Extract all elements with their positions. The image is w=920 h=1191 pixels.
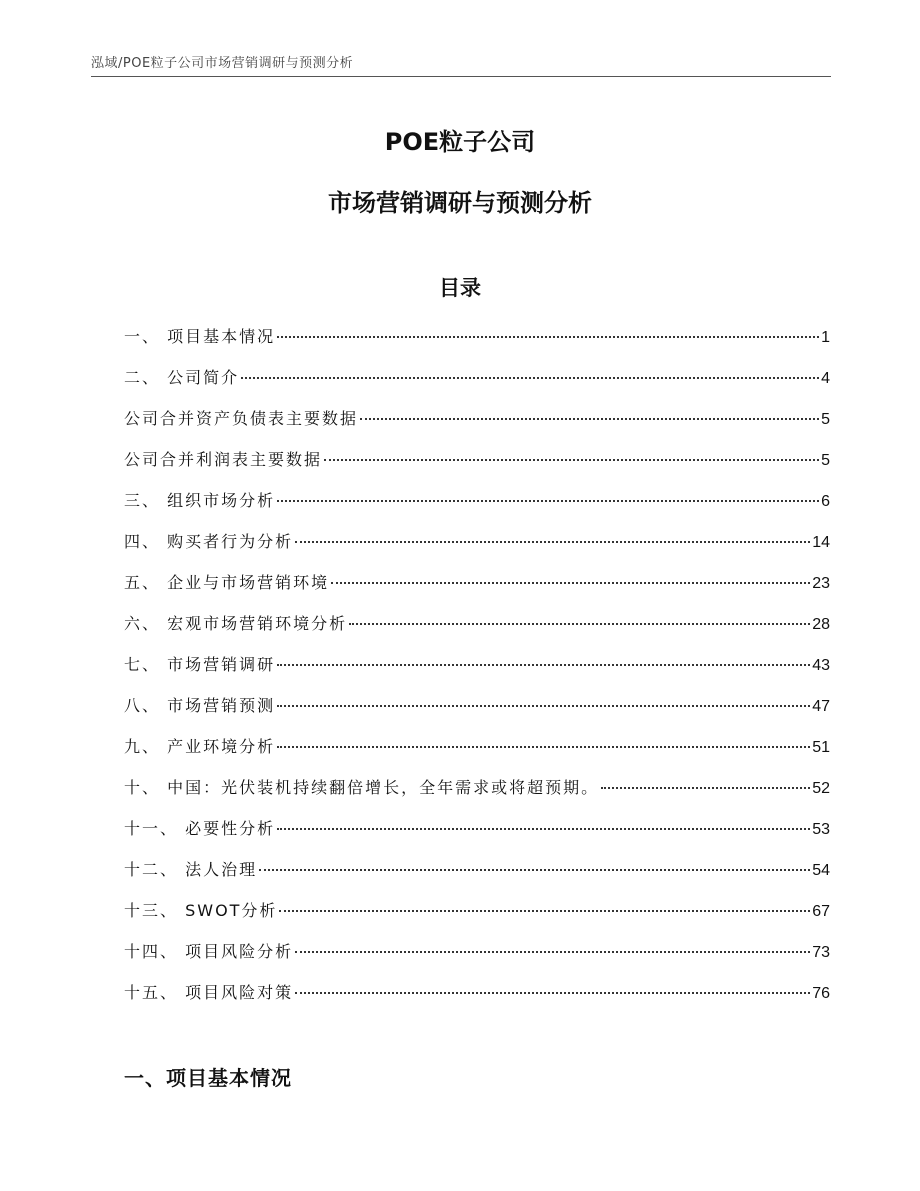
toc-entry-label: 七、 市场营销调研 — [124, 655, 276, 674]
toc-leader-dots — [324, 459, 819, 461]
toc-leader-dots — [279, 910, 810, 912]
toc-entry-label: 十、 中国：光伏装机持续翻倍增长，全年需求或将超预期。 — [124, 778, 600, 797]
toc-leader-dots — [331, 582, 810, 584]
toc-leader-dots — [277, 664, 810, 666]
toc-entry-label: 八、 市场营销预测 — [124, 696, 276, 715]
toc-entry-page: 43 — [812, 657, 830, 674]
section-heading: 一、项目基本情况 — [124, 1066, 292, 1090]
toc-entry-page: 6 — [821, 493, 830, 510]
toc-leader-dots — [295, 541, 810, 543]
toc-entry[interactable] — [124, 527, 830, 568]
toc-entry-page: 47 — [812, 698, 830, 715]
table-of-contents — [124, 322, 830, 1019]
toc-entry[interactable] — [124, 896, 830, 937]
toc-entry[interactable] — [124, 609, 830, 650]
toc-entry-label: 九、 产业环境分析 — [124, 737, 276, 756]
toc-entry[interactable] — [124, 691, 830, 732]
toc-entry-page: 53 — [812, 821, 830, 838]
toc-entry[interactable] — [124, 855, 830, 896]
toc-entry-label: 十三、 SWOT分析 — [124, 901, 278, 920]
toc-entry[interactable] — [124, 445, 830, 486]
toc-entry-label: 公司合并利润表主要数据 — [124, 450, 323, 469]
toc-leader-dots — [601, 787, 810, 789]
toc-entry-page: 28 — [812, 616, 830, 633]
toc-entry-page: 67 — [812, 903, 830, 920]
toc-leader-dots — [277, 500, 819, 502]
toc-entry-label: 十二、 法人治理 — [124, 860, 258, 879]
toc-entry[interactable] — [124, 814, 830, 855]
toc-entry[interactable] — [124, 773, 830, 814]
toc-entry[interactable] — [124, 404, 830, 445]
toc-entry-label: 十一、 必要性分析 — [124, 819, 276, 838]
toc-entry-label: 六、 宏观市场营销环境分析 — [124, 614, 348, 633]
document-title-line-1: POE粒子公司 — [384, 128, 536, 156]
toc-entry-page: 52 — [812, 780, 830, 797]
toc-entry[interactable] — [124, 486, 830, 527]
toc-entry[interactable] — [124, 363, 830, 404]
toc-entry-page: 4 — [821, 370, 830, 387]
toc-entry[interactable] — [124, 732, 830, 773]
toc-entry-label: 公司合并资产负债表主要数据 — [124, 409, 359, 428]
toc-entry-page: 76 — [812, 985, 830, 1002]
running-header: 泓域/POE粒子公司市场营销调研与预测分析 — [91, 56, 354, 71]
toc-entry-label: 十五、 项目风险对策 — [124, 983, 294, 1002]
toc-entry[interactable] — [124, 650, 830, 691]
toc-entry-label: 二、 公司简介 — [124, 368, 240, 387]
toc-entry-label: 五、 企业与市场营销环境 — [124, 573, 330, 592]
toc-entry[interactable] — [124, 978, 830, 1019]
toc-entry[interactable] — [124, 568, 830, 609]
document-title-line-2: 市场营销调研与预测分析 — [328, 189, 592, 217]
toc-heading: 目录 — [439, 276, 481, 300]
toc-leader-dots — [360, 418, 819, 420]
toc-leader-dots — [277, 705, 810, 707]
toc-entry-label: 一、 项目基本情况 — [124, 327, 276, 346]
toc-entry-label: 三、 组织市场分析 — [124, 491, 276, 510]
toc-entry[interactable] — [124, 322, 830, 363]
toc-entry-page: 5 — [821, 411, 830, 428]
toc-leader-dots — [277, 336, 819, 338]
toc-leader-dots — [277, 746, 810, 748]
toc-entry-page: 54 — [812, 862, 830, 879]
toc-entry-page: 14 — [812, 534, 830, 551]
header-divider — [91, 76, 831, 77]
toc-entry-page: 1 — [821, 329, 830, 346]
toc-entry-label: 十四、 项目风险分析 — [124, 942, 294, 961]
toc-leader-dots — [241, 377, 819, 379]
toc-leader-dots — [295, 951, 810, 953]
toc-entry-page: 51 — [812, 739, 830, 756]
toc-leader-dots — [277, 828, 810, 830]
toc-entry[interactable] — [124, 937, 830, 978]
toc-entry-page: 23 — [812, 575, 830, 592]
toc-entry-page: 5 — [821, 452, 830, 469]
toc-leader-dots — [349, 623, 810, 625]
toc-leader-dots — [259, 869, 810, 871]
toc-entry-label: 四、 购买者行为分析 — [124, 532, 294, 551]
toc-leader-dots — [295, 992, 810, 994]
toc-entry-page: 73 — [812, 944, 830, 961]
